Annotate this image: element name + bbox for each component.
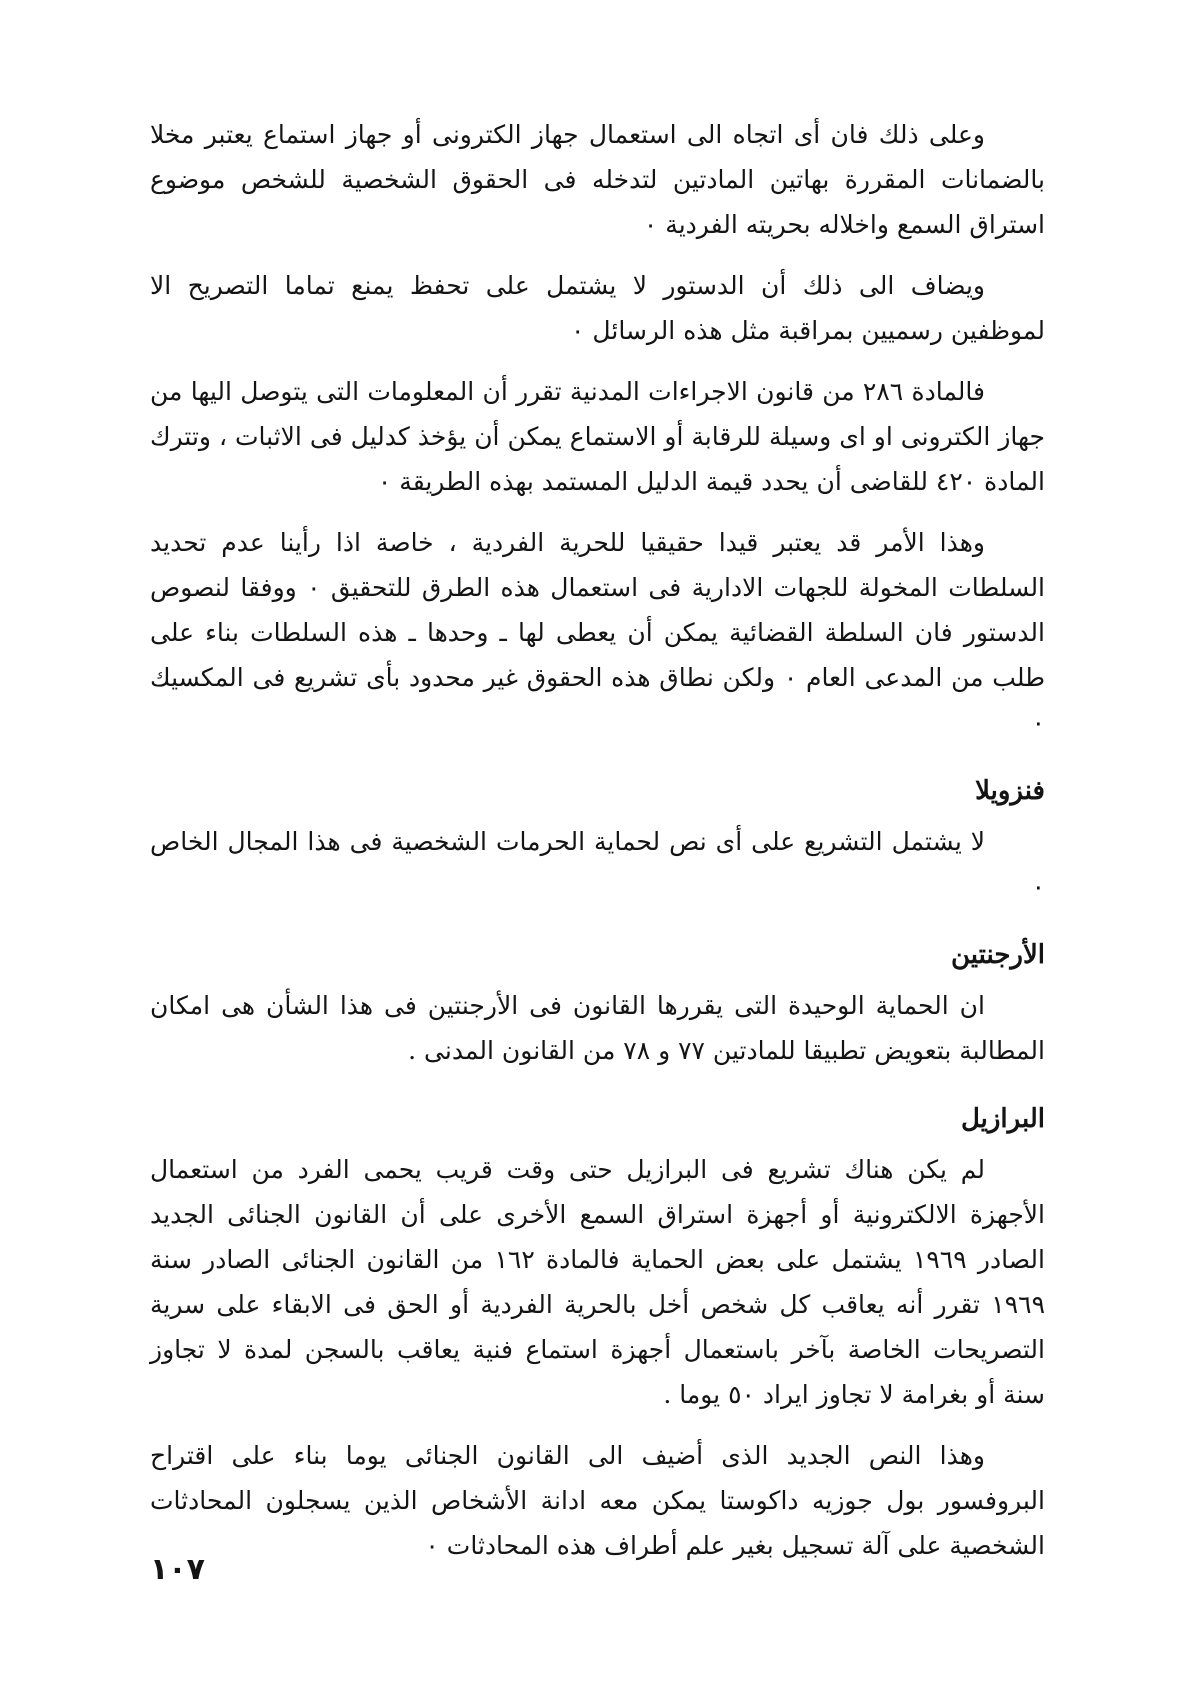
paragraph-electronic-device: وعلى ذلك فان أى اتجاه الى استعمال جهاز الكترونى أو جهاز استماع يعتبر مخلا بالضمانات المقررة بهاتين المادتين لتدخله فى الحقوق الشخصية للشخص موضوع استراق السمع واخلاله بحريته الفردية ٠ (150, 120, 1045, 239)
page-number: ١٠٧ (150, 1552, 205, 1587)
paragraph-article-286: فالمادة ٢٨٦ من قانون الاجراءات المدنية تقرر أن المعلومات التى يتوصل اليها من جهاز الكترونى او اى وسيلة للرقابة أو الاستماع يمكن أن يؤخذ كدليل فى الاثبات ، وتترك المادة ٤٢٠ للقاضى أن يحدد قيمة الدليل المستمد بهذه الطريقة ٠ (150, 377, 1045, 496)
paragraph-venezuela: لا يشتمل التشريع على أى نص لحماية الحرمات الشخصية فى هذا المجال الخاص ٠ (150, 827, 1045, 901)
section-heading-venezuela: فنزويلا (975, 776, 1045, 806)
paragraph-brazil-new-text: وهذا النص الجديد الذى أضيف الى القانون الجنائى يوما بناء على اقتراح البروفسور بول جوزيه داكوستا يمكن معه ادانة الأشخاص الذين يسجلون المحادثات الشخصية على آلة تسجيل بغير علم أطراف هذه المحادثات ٠ (150, 1441, 1045, 1560)
paragraph-argentina: ان الحماية الوحيدة التى يقررها القانون فى الأرجنتين فى هذا الشأن هى امكان المطالبة بتعويض تطبيقا للمادتين ٧٧ و ٧٨ من القانون المدنى . (150, 991, 1045, 1065)
section-heading-brazil: البرازيل (960, 1104, 1045, 1134)
section-heading-argentina: الأرجنتين (950, 940, 1045, 970)
paragraph-constitution-reservation: ويضاف الى ذلك أن الدستور لا يشتمل على تحفظ يمنع تماما التصريح الا لموظفين رسميين بمراقبة مثل هذه الرسائل ٠ (150, 271, 1045, 345)
paragraph-individual-freedom: وهذا الأمر قد يعتبر قيدا حقيقيا للحرية الفردية ، خاصة اذا رأينا عدم تحديد السلطات المخولة للجهات الادارية فى استعمال هذه الطرق للتحقيق ٠ ووفقا لنصوص الدستور فان السلطة القضائية يمكن أن يعطى لها ـ وحدها ـ هذه السلطات بناء على طلب من المدعى العام ٠ ولكن نطاق هذه الحقوق غير محدود بأى تشريع فى المكسيك ٠ (150, 528, 1046, 737)
paragraph-brazil-law: لم يكن هناك تشريع فى البرازيل حتى وقت قريب يحمى الفرد من استعمال الأجهزة الالكترونية أو أجهزة استراق السمع الأخرى على أن القانون الجنائى الجديد الصادر ١٩٦٩ يشتمل على بعض الحماية فالمادة ١٦٢ من القانون الجنائى الصادر سنة ١٩٦٩ تقرر أنه يعاقب كل شخص أخل بالحرية الفردية أو الحق فى الابقاء على سرية التصريحات الخاصة بآخر باستعمال أجهزة استماع فنية يعاقب بالسجن لمدة لا تجاوز سنة أو بغرامة لا تجاوز ايراد ٥٠ يوما . (150, 1155, 1045, 1409)
document-page (150, 112, 1045, 1584)
